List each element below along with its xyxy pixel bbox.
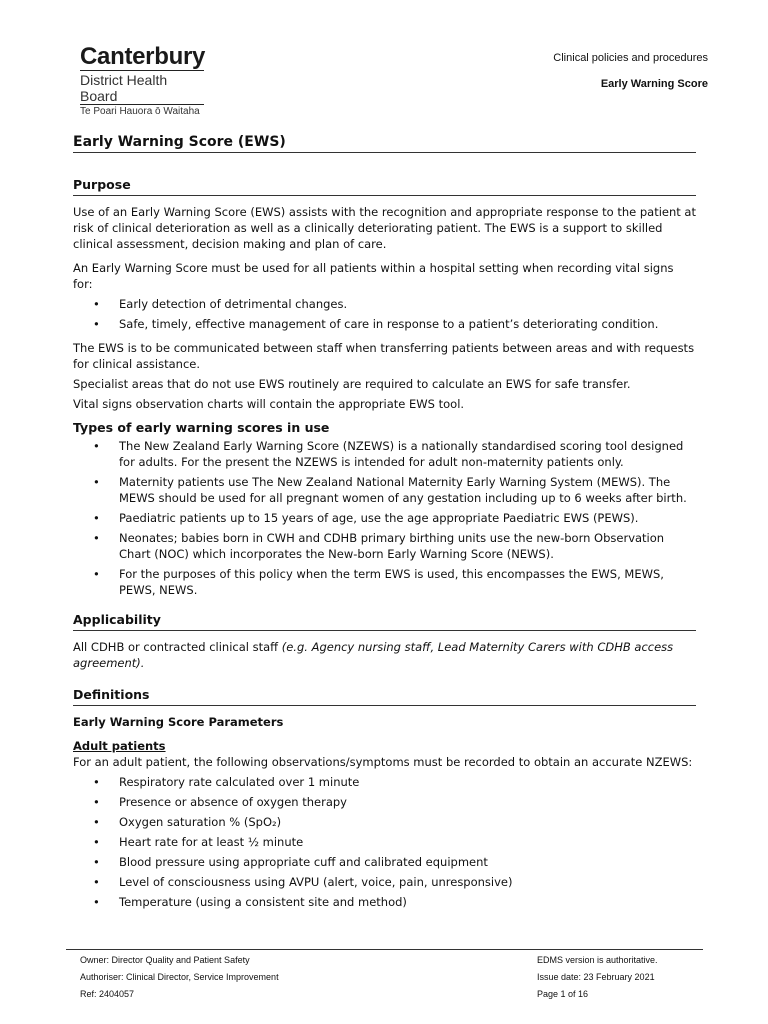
section-heading-purpose: Purpose xyxy=(73,177,696,196)
header-category: Clinical policies and procedures xyxy=(553,52,708,64)
footer-edms-note: EDMS version is authoritative. xyxy=(537,955,658,965)
list-item: • Maternity patients use The New Zealand National Maternity Early Warning System (MEWS). The MEWS should be used for all pregnant women of any gestation including up to 6 weeks after birth. xyxy=(73,474,696,506)
list-item: • Temperature (using a consistent site and method) xyxy=(73,894,696,910)
paragraph: Use of an Early Warning Score (EWS) assists with the recognition and appropriate response to the patient at risk of clinical deterioration as well as a clinically deteriorating patient. The EWS is a support to skilled clinical assessment, decision making and plan of care. xyxy=(73,205,696,251)
paragraph: Vital signs observation charts will contain the appropriate EWS tool. xyxy=(73,397,465,411)
list-item: • Heart rate for at least ½ minute xyxy=(73,834,696,850)
list-item: • The New Zealand Early Warning Score (NZEWS) is a nationally standardised scoring tool designed for adults. For the present the NZEWS is intended for adult non-maternity patients only. xyxy=(73,438,696,470)
section-heading-applicability: Applicability xyxy=(73,612,696,631)
section-heading-types: Types of early warning scores in use xyxy=(73,420,330,435)
header-right xyxy=(553,51,708,91)
list-item: • Early detection of detrimental changes. xyxy=(73,296,696,312)
section-heading-definitions: Definitions xyxy=(73,687,696,706)
list-item: • Oxygen saturation % (SpO₂) xyxy=(73,814,696,830)
footer-ref: Ref: 2404057 xyxy=(80,989,135,999)
paragraph: For an adult patient, the following observations/symptoms must be recorded to obtain an accurate NZEWS: xyxy=(73,755,693,769)
subheading-adult-patients: Adult patients xyxy=(73,739,166,753)
cdhb-logo xyxy=(80,44,205,119)
logo-org-name: Canterbury xyxy=(80,43,206,70)
bullet-list xyxy=(73,774,696,910)
list-item: • Respiratory rate calculated over 1 minute xyxy=(73,774,696,790)
applicability-example: (e.g. Agency nursing staff, Lead Maternity Carers with CDHB access agreement). xyxy=(73,640,674,670)
paragraph: An Early Warning Score must be used for all patients within a hospital setting when recording vital signs for: xyxy=(73,261,674,291)
list-item: • Neonates; babies born in CWH and CDHB primary birthing units use the new-born Observation Chart (NOC) which incorporates the New-born Early Warning Score (NEWS). xyxy=(73,530,696,562)
header-doc-title: Early Warning Score xyxy=(600,78,708,90)
logo-org-subtitle: District Health Board xyxy=(80,70,204,105)
paragraph-applicability xyxy=(73,639,696,671)
footer-right xyxy=(537,952,658,1003)
paragraph: Specialist areas that do not use EWS routinely are required to calculate an EWS for safe transfer. xyxy=(73,377,631,391)
list-item: • Level of consciousness using AVPU (alert, voice, pain, unresponsive) xyxy=(73,874,696,890)
document-body xyxy=(73,134,696,916)
bullet-list xyxy=(73,296,696,332)
list-item: • Paediatric patients up to 15 years of age, use the age appropriate Paediatric EWS (PEWS). xyxy=(73,510,696,526)
footer-issue-date: Issue date: 23 February 2021 xyxy=(537,972,655,982)
list-item: • Presence or absence of oxygen therapy xyxy=(73,794,696,810)
list-item: • For the purposes of this policy when the term EWS is used, this encompasses the EWS, MEWS, PEWS, NEWS. xyxy=(73,566,696,598)
subheading-ews-parameters: Early Warning Score Parameters xyxy=(73,715,284,729)
list-item: • Safe, timely, effective management of care in response to a patient’s deteriorating condition. xyxy=(73,316,696,332)
list-item: • Blood pressure using appropriate cuff and calibrated equipment xyxy=(73,854,696,870)
logo-maori-name: Te Poari Hauora ō Waitaha xyxy=(80,106,200,117)
bullet-list xyxy=(73,438,696,598)
page-footer xyxy=(66,949,703,999)
paragraph: The EWS is to be communicated between staff when transferring patients between areas and with requests for clinical assistance. xyxy=(73,341,695,371)
footer-owner: Owner: Director Quality and Patient Safety xyxy=(80,955,250,965)
page-title: Early Warning Score (EWS) xyxy=(73,134,696,153)
applicability-text: All CDHB or contracted clinical staff xyxy=(73,640,282,654)
footer-authoriser: Authoriser: Clinical Director, Service Improvement xyxy=(80,972,279,982)
footer-left xyxy=(80,952,279,1003)
footer-page-number: Page 1 of 16 xyxy=(537,989,589,999)
